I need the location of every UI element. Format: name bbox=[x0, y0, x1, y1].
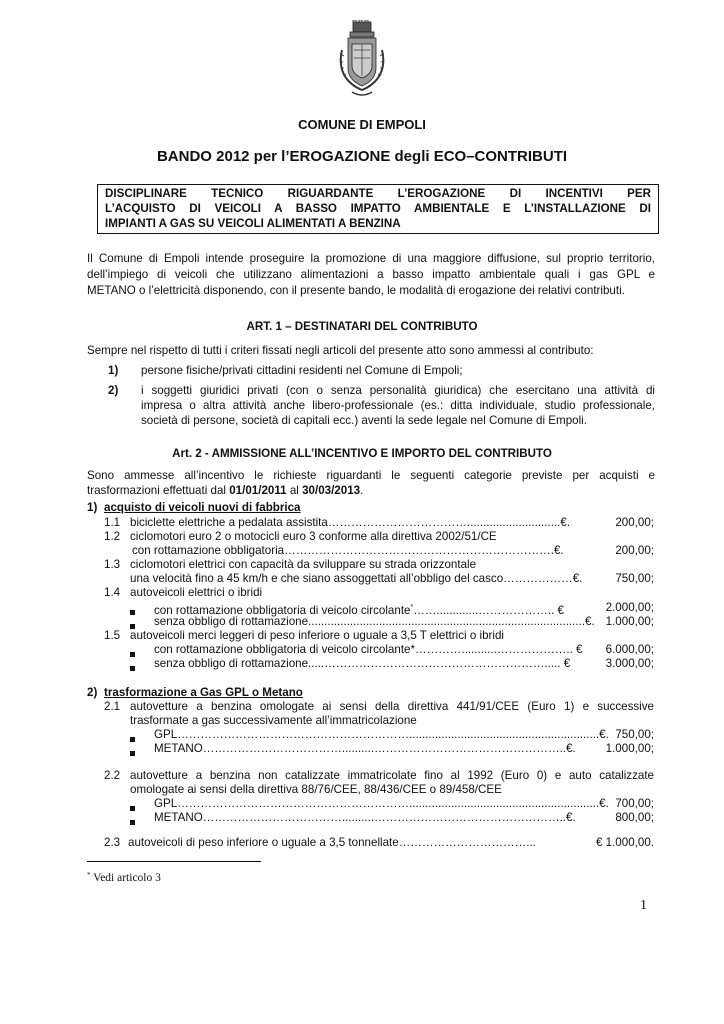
item-amount: € 1.000,00. bbox=[595, 836, 654, 849]
art1-title: ART. 1 – DESTINATARI DEL CONTRIBUTO bbox=[246, 320, 478, 333]
intro-line: METANO o l’elettricità disponendo, con il presente bando, le modalità di erogazione dei relativi contributi. bbox=[87, 284, 625, 297]
list-item bbox=[104, 558, 654, 572]
item-amount: 800,00; bbox=[615, 811, 654, 824]
item-text: una velocità fino a 45 km/h e che siano assoggettati all’obbligo del casco………………€. bbox=[130, 572, 583, 585]
item-text: ciclomotori elettrici con capacità da sviluppare su strada orizzontale bbox=[130, 558, 477, 571]
item-amount: 200,00; bbox=[615, 544, 654, 557]
art1-item-number: 2) bbox=[108, 384, 119, 397]
item-number: 2.1 bbox=[104, 700, 121, 713]
item-amount: 700,00; bbox=[615, 797, 654, 810]
date-to: 30/03/2013 bbox=[302, 484, 361, 497]
list-item bbox=[104, 643, 654, 657]
list-item bbox=[104, 601, 654, 615]
section-title: acquisto di veicoli nuovi di fabbrica bbox=[104, 501, 301, 514]
subject-line: L’ACQUISTO DI VEICOLI A BASSO IMPATTO AMBIENTALE E L’INSTALLAZIONE DI bbox=[105, 202, 651, 215]
subject-box bbox=[97, 184, 659, 234]
item-text: GPL……………………………………………………...........................................................€. bbox=[154, 728, 609, 741]
item-text: autoveicoli di peso inferiore o uguale a 3,5 tonnellate……………………………... bbox=[128, 836, 536, 849]
item-text: con rottamazione obbligatoria di veicolo circolante bbox=[154, 603, 411, 617]
intro-line: dell’impiego di veicoli che utilizzano alimentazioni a basso impatto ambientale quali i gas GPL e bbox=[87, 268, 655, 281]
item-text: senza obbligo di rottamazione......................................................................................€. bbox=[154, 615, 595, 628]
item-number: 1.1 bbox=[104, 516, 121, 529]
item-number: 2.2 bbox=[104, 769, 121, 782]
footnote bbox=[87, 868, 161, 885]
item-text: con rottamazione obbligatoria…………………………………………………………….€. bbox=[132, 544, 564, 557]
list-item bbox=[104, 836, 654, 850]
item-text: GPL……………………………………………………...........................................................€. bbox=[154, 797, 609, 810]
item-text: omologate ai sensi della direttiva 88/76/CEE, 88/436/CEE o 89/458/CEE bbox=[130, 783, 502, 796]
list-item bbox=[104, 742, 654, 756]
item-amount: 3.000,00; bbox=[605, 657, 654, 670]
section-number: 2) bbox=[87, 686, 98, 699]
footnote-text: Vedi articolo 3 bbox=[90, 872, 161, 884]
item-text: biciclette elettriche a pedalata assistita……………………………….............................€. bbox=[130, 516, 571, 529]
art2-intro-line: Sono ammesse all’incentivo le richieste riguardanti le seguenti categorie previste per acquisti e bbox=[87, 469, 655, 482]
item-number: 1.2 bbox=[104, 530, 121, 543]
art1-item-number: 1) bbox=[108, 364, 119, 377]
art2-intro-text: trasformazioni effettuati dal bbox=[87, 484, 230, 497]
item-amount: 750,00; bbox=[615, 728, 654, 741]
footnote-divider bbox=[87, 861, 261, 862]
art2-title: Art. 2 - AMMISSIONE ALL’INCENTIVO E IMPORTO DEL CONTRIBUTO bbox=[172, 447, 552, 460]
section-number: 1) bbox=[87, 501, 98, 514]
footnote-mark: * bbox=[410, 604, 414, 611]
list-item bbox=[104, 544, 654, 558]
list-item bbox=[104, 516, 654, 530]
footnote-mark: * bbox=[87, 871, 91, 879]
page-number: 1 bbox=[640, 898, 647, 913]
item-text: trasformate a gas successivamente all’immatricolazione bbox=[130, 714, 417, 727]
item-text: …….............……………….. € bbox=[413, 603, 564, 617]
bullet-icon bbox=[130, 751, 135, 756]
item-text: ciclomotori euro 2 o motocicli euro 3 conforme alla direttiva 2002/51/CE bbox=[130, 530, 497, 543]
intro-line: Il Comune di Empoli intende proseguire la promozione di una maggiore diffusione, sul proprio territorio, bbox=[87, 252, 655, 265]
item-text: autovetture a benzina omologate ai sensi della direttiva 441/91/CEE (Euro 1) e successive bbox=[130, 700, 654, 713]
item-text: senza obbligo di rottamazione.....…………………………………………………..... € bbox=[154, 657, 571, 670]
item-amount: 1.000,00; bbox=[605, 742, 654, 755]
item-text: METANO………………………………..........…………………………………………..€. bbox=[154, 811, 576, 824]
item-amount: 2.000,00; bbox=[605, 601, 654, 614]
list-item bbox=[104, 811, 654, 825]
item-text: METANO………………………………..........…………………………………………..€. bbox=[154, 742, 576, 755]
section-title: trasformazione a Gas GPL o Metano bbox=[104, 686, 303, 699]
list-item bbox=[104, 530, 654, 544]
coat-of-arms-icon bbox=[338, 20, 386, 102]
item-text: autoveicoli elettrici o ibridi bbox=[130, 586, 263, 599]
art1-item-text: società di persone, società di capitali ecc.) aventi la sede legale nel Comune di Empoli. bbox=[141, 414, 587, 427]
item-text: autoveicoli merci leggeri di peso inferiore o uguale a 3,5 T elettrici o ibridi bbox=[130, 629, 504, 642]
document-title: BANDO 2012 per l’EROGAZIONE degli ECO–CONTRIBUTI bbox=[156, 148, 568, 165]
list-item bbox=[104, 657, 654, 671]
list-item bbox=[104, 728, 654, 742]
bullet-icon bbox=[130, 666, 135, 671]
bullet-icon bbox=[130, 820, 135, 825]
subject-line: DISCIPLINARE TECNICO RIGUARDANTE L’EROGAZIONE DI INCENTIVI PER bbox=[105, 187, 651, 200]
art1-item-text: i soggetti giuridici privati (con o senza personalità giuridica) che esercitano una attività di bbox=[141, 384, 655, 397]
list-item bbox=[104, 629, 654, 643]
art2-intro-line bbox=[87, 484, 363, 498]
art2-intro-text: al bbox=[286, 484, 303, 497]
item-amount: 750,00; bbox=[615, 572, 654, 585]
item-number: 2.3 bbox=[104, 836, 121, 849]
subject-line: IMPIANTI A GAS SU VEICOLI ALIMENTATI A BENZINA bbox=[105, 217, 401, 230]
list-item bbox=[104, 586, 654, 600]
list-item bbox=[104, 615, 654, 629]
item-number: 1.3 bbox=[104, 558, 121, 571]
art2-intro-text: . bbox=[360, 484, 364, 497]
date-from: 01/01/2011 bbox=[229, 484, 287, 497]
art1-item-text: persone fisiche/privati cittadini residenti nel Comune di Empoli; bbox=[141, 364, 463, 377]
municipality-name: COMUNE DI EMPOLI bbox=[298, 117, 426, 132]
item-amount: 6.000,00; bbox=[605, 643, 654, 656]
art1-item-text: impresa o altra attività anche libero-professionale (es.: ditta individuale, studio professionale, bbox=[141, 399, 655, 412]
list-item bbox=[104, 797, 654, 811]
art1-intro: Sempre nel rispetto di tutti i criteri fissati negli articoli del presente atto sono ammessi al contributo: bbox=[87, 344, 594, 357]
item-text: autovetture a benzina non catalizzate immatricolate fino al 1992 (Euro 0) e auto catalizzate bbox=[130, 769, 654, 782]
item-amount: 200,00; bbox=[615, 516, 654, 529]
list-item bbox=[104, 572, 654, 586]
item-amount: 1.000,00; bbox=[605, 615, 654, 628]
item-text: con rottamazione obbligatoria di veicolo circolante*…………...........……………….. € bbox=[154, 643, 583, 656]
item-number: 1.4 bbox=[104, 586, 121, 599]
item-number: 1.5 bbox=[104, 629, 121, 642]
